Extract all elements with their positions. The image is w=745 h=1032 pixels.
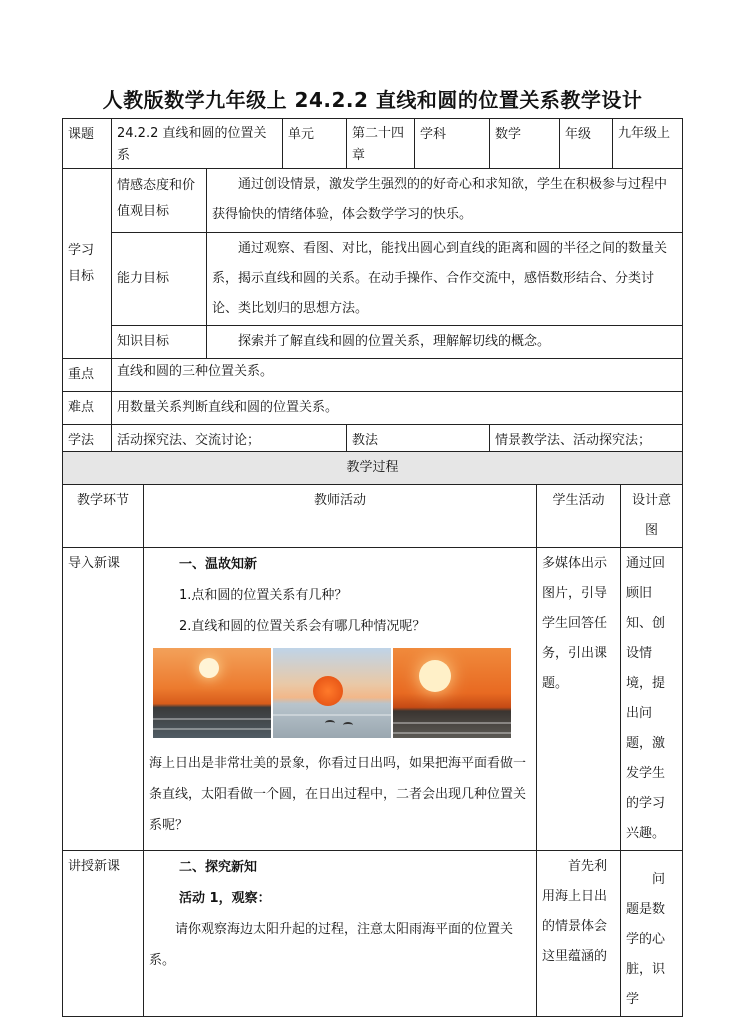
new-paragraph: 请你观察海边太阳升起的过程，注意太阳雨海平面的位置关系。 — [149, 922, 514, 968]
topic-label: 课题 — [63, 119, 112, 169]
emotion-goal-label: 情感态度和价值观目标 — [112, 169, 207, 233]
intro-q2: 2.直线和圆的位置关系会有哪几种情况呢？ — [179, 619, 426, 634]
col-student: 学生活动 — [537, 485, 621, 548]
difficulty-label: 难点 — [63, 392, 112, 425]
unit-value: 第二十四章 — [347, 119, 415, 169]
sun-icon — [199, 658, 219, 678]
key-point-text: 直线和圆的三种位置关系。 — [112, 359, 683, 392]
grade-value: 九年级上 — [613, 119, 683, 169]
process-table — [62, 451, 683, 1017]
sunrise-photo-3 — [393, 648, 511, 738]
difficulty-text: 用数量关系判断直线和圆的位置关系。 — [112, 392, 683, 425]
knowledge-goal-label: 知识目标 — [112, 326, 207, 359]
goals-label: 学习目标 — [63, 169, 112, 359]
sun-icon — [313, 676, 343, 706]
col-intent: 设计意图 — [621, 485, 683, 548]
stage-new: 讲授新课 — [63, 851, 144, 1017]
new-activity: 活动 1，观察： — [179, 891, 271, 906]
grade-label: 年级 — [560, 119, 613, 169]
new-heading: 二、探究新知 — [179, 860, 258, 875]
stage-intro: 导入新课 — [63, 548, 144, 851]
teacher-intro — [144, 548, 537, 851]
ability-goal-label: 能力目标 — [112, 233, 207, 326]
intro-paragraph: 海上日出是非常壮美的景象，你看过日出吗，如果把海平面看做一条直线，太阳看做一个圆，在日出过程中，二者会出现几种位置关系呢？ — [149, 756, 527, 833]
subject-value: 数学 — [490, 119, 560, 169]
learn-method-text: 活动探究法、交流讨论； — [112, 425, 347, 458]
intro-heading: 一、温故知新 — [179, 557, 258, 572]
unit-label: 单元 — [283, 119, 347, 169]
knowledge-goal-text: 探索并了解直线和圆的位置关系，理解解切线的概念。 — [207, 326, 683, 359]
process-header: 教学过程 — [63, 452, 683, 485]
sunrise-photo-2 — [273, 648, 391, 738]
teach-method-text: 情景教学法、活动探究法； — [490, 425, 683, 458]
learn-method-label: 学法 — [63, 425, 112, 458]
sun-icon — [419, 660, 451, 692]
student-intro: 多媒体出示图片，引导学生回答任务，引出课题。 — [537, 548, 621, 851]
teach-method-label: 教法 — [347, 425, 490, 458]
ability-goal-text: 通过观察、看图、对比，能找出圆心到直线的距离和圆的半径之间的数量关系，揭示直线和圆的关系。在动手操作、合作交流中，感悟数形结合、分类讨论、类比划归的思想方法。 — [207, 233, 683, 326]
student-new: 首先利用海上日出的情景体会这里蕴涵的 — [537, 851, 621, 1017]
col-teacher: 教师活动 — [144, 485, 537, 548]
key-point-label: 重点 — [63, 359, 112, 392]
intent-intro: 通过回顾旧知、创设情境，提出问题，激发学生的学习兴趣。 — [621, 548, 683, 851]
lesson-info-table — [62, 118, 683, 458]
sunrise-photo-1 — [153, 648, 271, 738]
topic-value: 24.2.2 直线和圆的位置关系 — [112, 119, 283, 169]
subject-label: 学科 — [415, 119, 490, 169]
teacher-new — [144, 851, 537, 1017]
sunrise-photos — [153, 648, 531, 738]
page-title: 人教版数学九年级上 24.2.2 直线和圆的位置关系教学设计 — [102, 88, 643, 112]
intent-new: 问题是数学的心脏，识学 — [621, 851, 683, 1017]
emotion-goal-text: 通过创设情景，激发学生强烈的的好奇心和求知欲，学生在积极参与过程中获得愉快的情绪体验，体会数学学习的快乐。 — [207, 169, 683, 233]
col-stage: 教学环节 — [63, 485, 144, 548]
intro-q1: 1.点和圆的位置关系有几种？ — [179, 588, 348, 603]
